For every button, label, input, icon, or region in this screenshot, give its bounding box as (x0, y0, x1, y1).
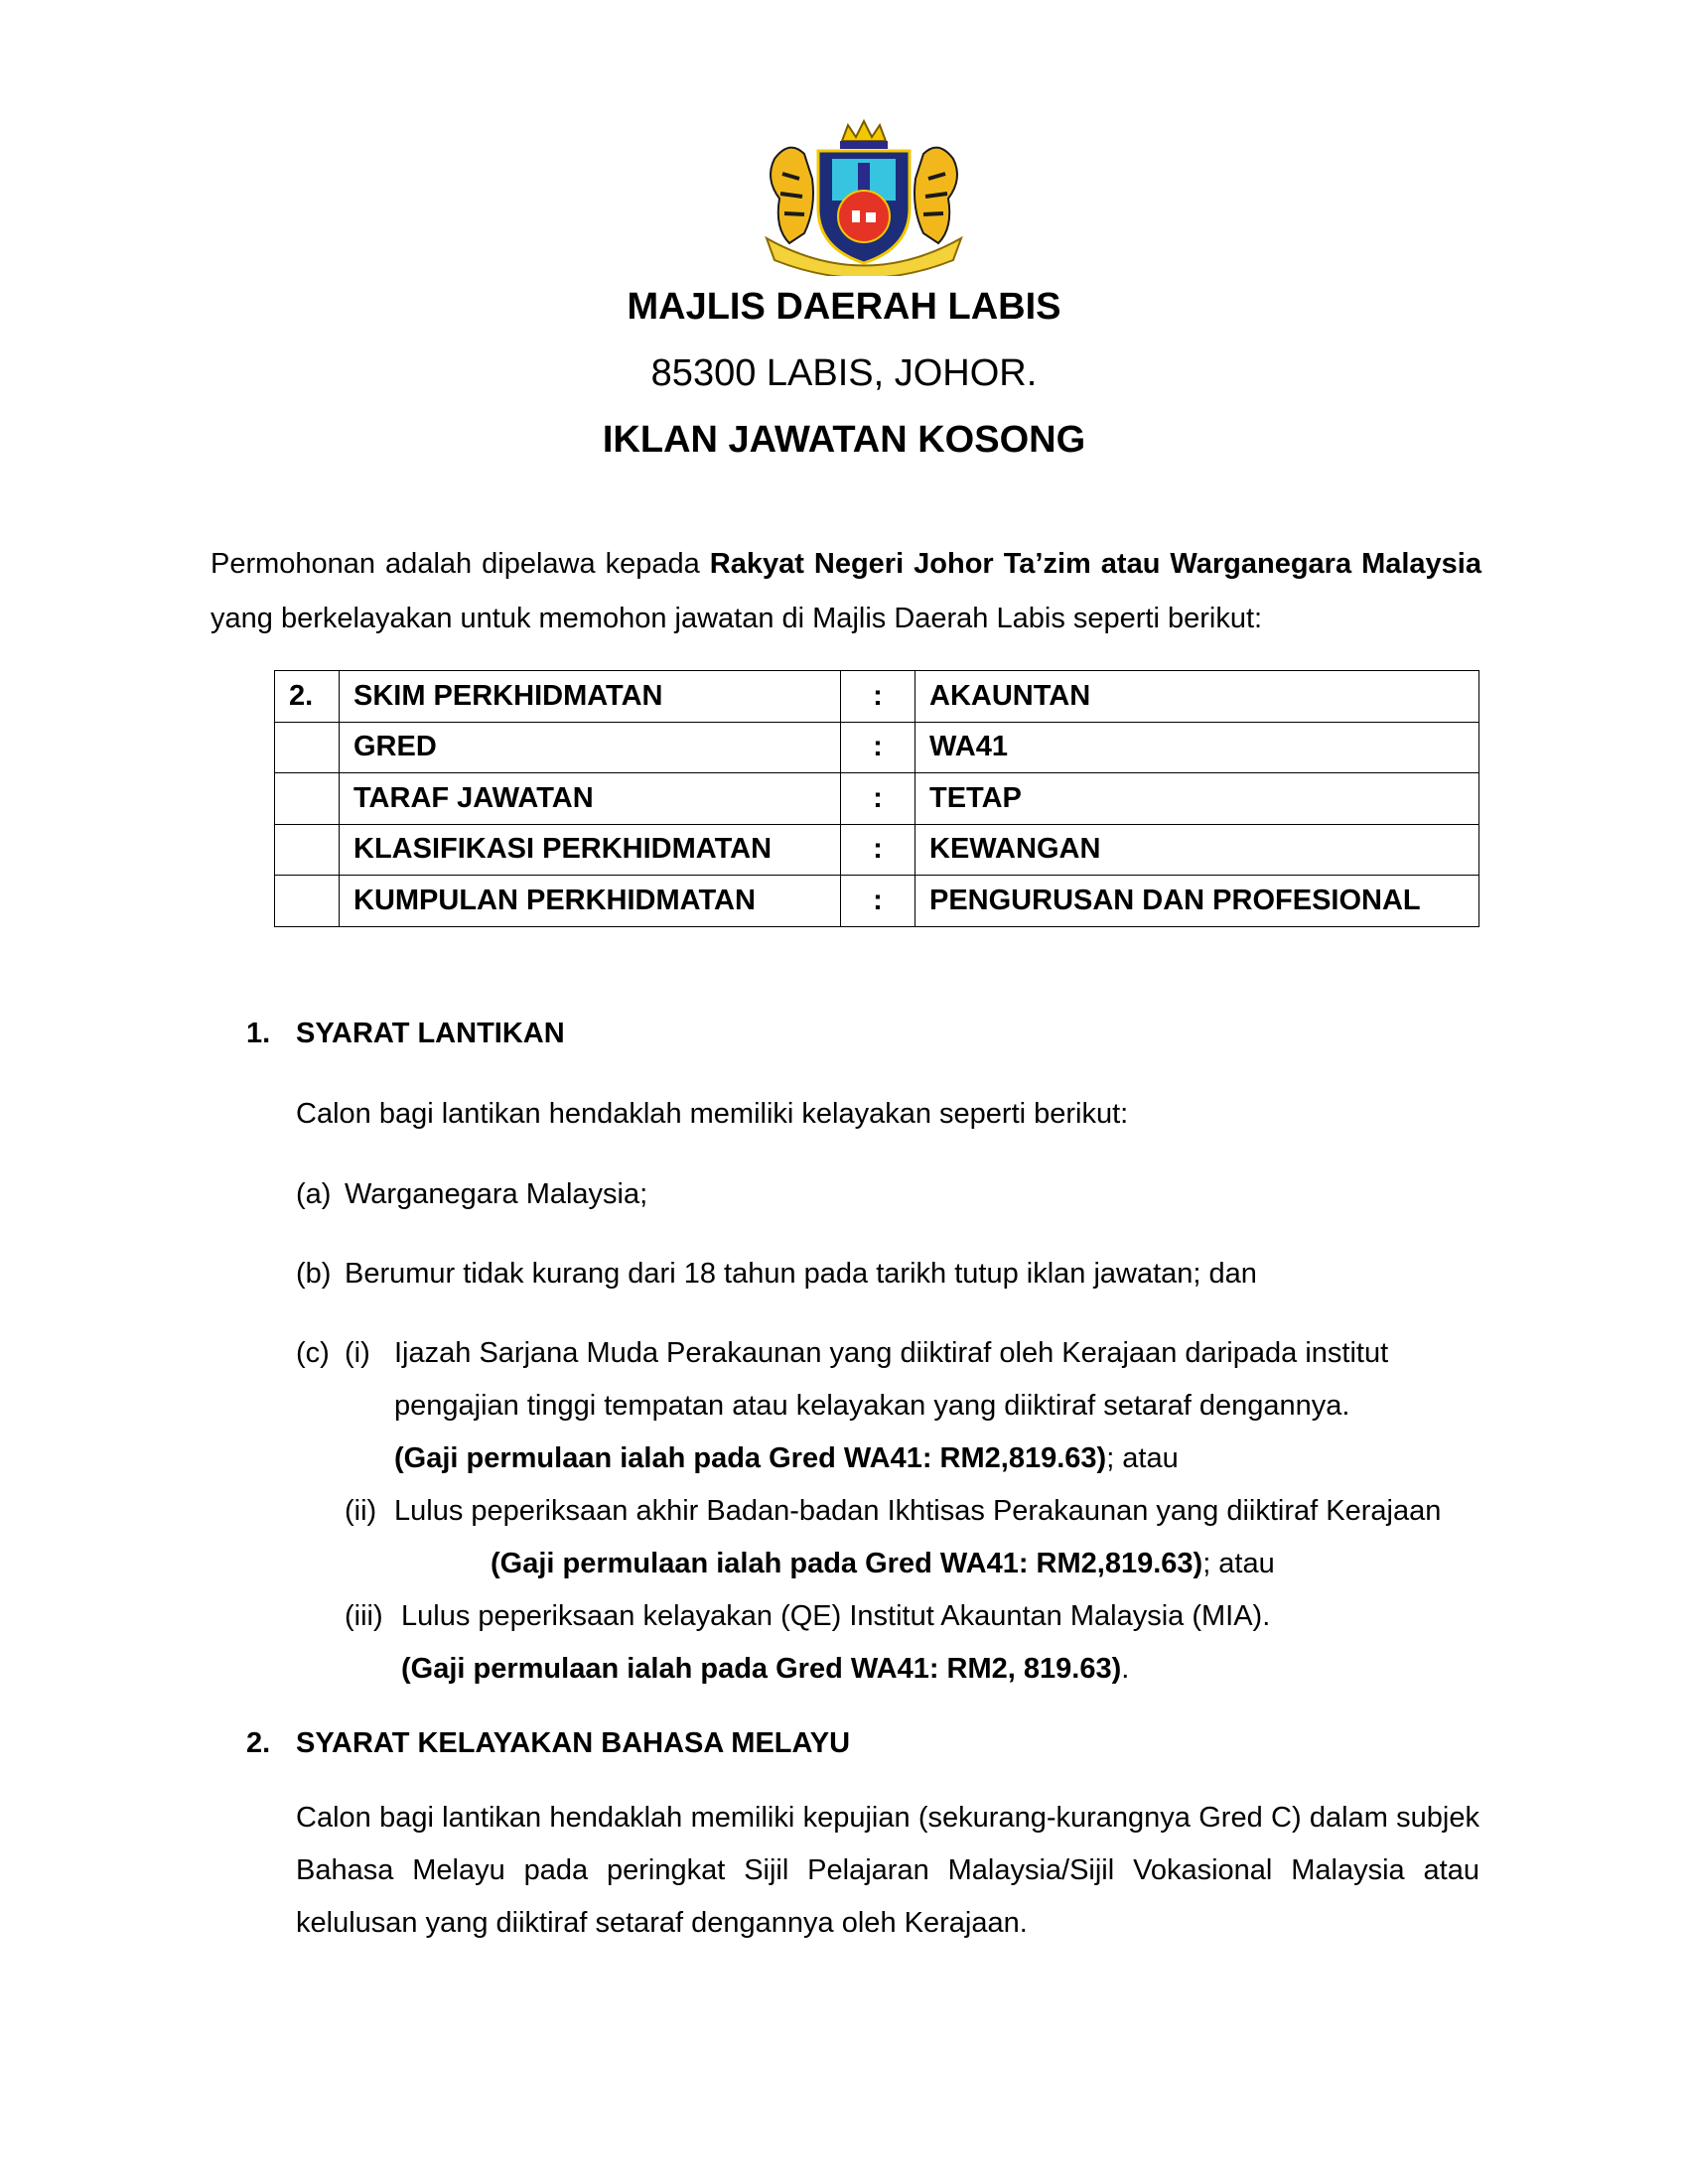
table-separator: : (841, 773, 915, 825)
table-value: PENGURUSAN DAN PROFESIONAL (915, 876, 1479, 927)
list-item-a: Warganegara Malaysia; (345, 1178, 648, 1210)
salary-note: (Gaji permulaan ialah pada Gred WA41: RM2, 819.63) (401, 1653, 1122, 1685)
table-empty-cell (275, 824, 340, 876)
section-number: 2. (246, 1727, 271, 1759)
section-title: SYARAT LANTIKAN (296, 1018, 565, 1049)
section-heading-syarat-bahasa (246, 1727, 850, 1760)
table-empty-cell (275, 722, 340, 773)
section-title: SYARAT KELAYAKAN BAHASA MELAYU (296, 1727, 851, 1759)
list-marker-b: (b) (296, 1258, 332, 1290)
intro-text-end: yang berkelayakan untuk memohon jawatan di Majlis Daerah Labis seperti berikut: (211, 603, 1263, 634)
table-row (275, 773, 1479, 825)
table-empty-cell (275, 773, 340, 825)
sublist-item-i-line1: Ijazah Sarjana Muda Perakaunan yang diiktiraf oleh Kerajaan daripada institut (394, 1337, 1389, 1369)
table-label: TARAF JAWATAN (340, 773, 841, 825)
salary-suffix: ; atau (1106, 1442, 1179, 1474)
table-empty-cell (275, 876, 340, 927)
council-crest-icon (755, 119, 973, 276)
intro-eligibility: Rakyat Negeri Johor Ta’zim atau Warganegara Malaysia (709, 548, 1481, 580)
table-value: TETAP (915, 773, 1479, 825)
list-marker-c: (c) (296, 1337, 330, 1369)
table-row (275, 876, 1479, 927)
salary-suffix: ; atau (1202, 1548, 1275, 1579)
position-table (274, 670, 1479, 927)
sublist-item-ii-salary-line (491, 1548, 1275, 1580)
table-item-number: 2. (275, 671, 340, 723)
list-item-b: Berumur tidak kurang dari 18 tahun pada tarikh tutup iklan jawatan; dan (345, 1258, 1257, 1290)
intro-paragraph (211, 537, 1481, 646)
section1-lead: Calon bagi lantikan hendaklah memiliki kelayakan seperti berikut: (296, 1098, 1129, 1130)
table-label: KUMPULAN PERKHIDMATAN (340, 876, 841, 927)
sublist-marker-iii: (iii) (345, 1600, 383, 1632)
salary-note: (Gaji permulaan ialah pada Gred WA41: RM2,819.63) (491, 1548, 1203, 1579)
section-heading-syarat-lantikan (246, 1018, 565, 1050)
section-number: 1. (246, 1018, 271, 1049)
table-row (275, 824, 1479, 876)
list-marker-a: (a) (296, 1178, 332, 1210)
intro-text-start: Permohonan adalah dipelawa kepada (211, 548, 710, 580)
sublist-item-iii-salary-line (401, 1653, 1129, 1686)
table-label: SKIM PERKHIDMATAN (340, 671, 841, 723)
table-separator: : (841, 722, 915, 773)
page-title: MAJLIS DAERAH LABIS (627, 286, 1061, 328)
ad-title: IKLAN JAWATAN KOSONG (602, 419, 1086, 461)
salary-suffix: . (1121, 1653, 1130, 1685)
sublist-marker-i: (i) (345, 1337, 370, 1369)
table-separator: : (841, 824, 915, 876)
table-label: KLASIFIKASI PERKHIDMATAN (340, 824, 841, 876)
table-row (275, 671, 1479, 723)
sublist-item-ii-line1: Lulus peperiksaan akhir Badan-badan Ikhtisas Perakaunan yang diiktiraf Kerajaan (394, 1495, 1442, 1527)
sublist-item-i-line2: pengajian tinggi tempatan atau kelayakan yang diiktiraf setaraf dengannya. (394, 1390, 1350, 1422)
salary-note: (Gaji permulaan ialah pada Gred WA41: RM2,819.63) (394, 1442, 1107, 1474)
table-value: AKAUNTAN (915, 671, 1479, 723)
sublist-item-i-salary-line (394, 1442, 1179, 1475)
table-separator: : (841, 671, 915, 723)
table-value: WA41 (915, 722, 1479, 773)
table-separator: : (841, 876, 915, 927)
section2-body: Calon bagi lantikan hendaklah memiliki kepujian (sekurang-kurangnya Gred C) dalam subjek Bahasa Melayu pada peringkat Sijil Pelajaran Malaysia/Sijil Vokasional Malaysia atau kelulusan yang diiktiraf setaraf dengannya oleh Kerajaan. (296, 1802, 1479, 1939)
sublist-item-iii-line1: Lulus peperiksaan kelayakan (QE) Institut Akauntan Malaysia (MIA). (401, 1600, 1271, 1632)
address: 85300 LABIS, JOHOR. (650, 352, 1038, 394)
table-label: GRED (340, 722, 841, 773)
sublist-marker-ii: (ii) (345, 1495, 377, 1527)
table-row (275, 722, 1479, 773)
table-value: KEWANGAN (915, 824, 1479, 876)
